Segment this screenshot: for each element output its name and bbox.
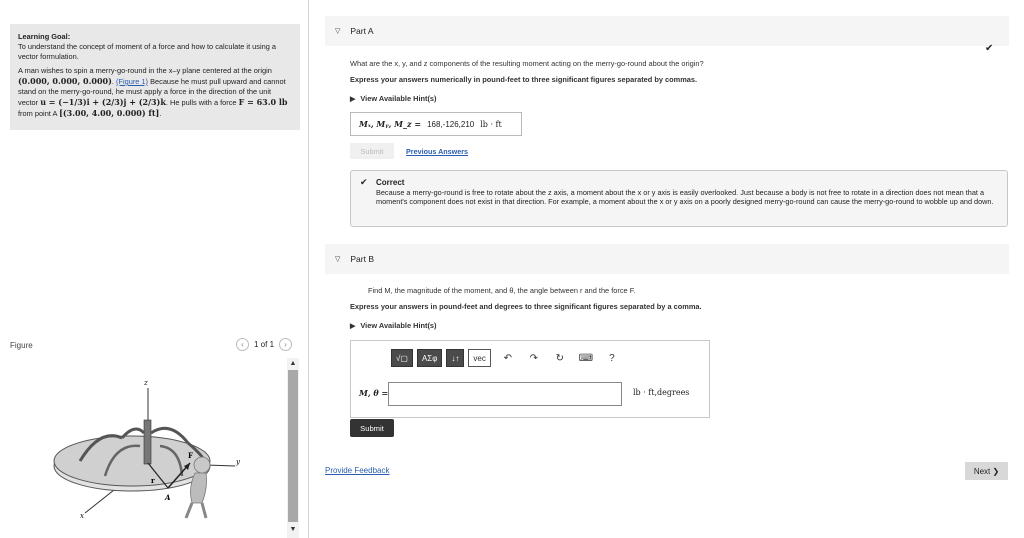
force-label: F <box>188 451 193 460</box>
part-a-question: What are the x, y, and z components of the resulting moment acting on the merry-go-round about the origin? <box>350 59 704 68</box>
correct-explanation: Because a merry-go-round is free to rotate about the z axis, a moment about the x or y axis is easily overlooked. Just because a body is not free to rotate in a direction does not mean that a moment's component does not exist in that direction. For example, a moment about the x or y axis on a poorly designed merry-go-round can cause the merry-go-round to wobble up and down. <box>376 187 994 206</box>
part-b-answer-label: M, θ = <box>359 388 389 398</box>
learning-goal-box <box>10 24 300 130</box>
part-a-answer-label: Mₓ, Mᵧ, M_z = <box>359 119 422 129</box>
provide-feedback-link[interactable]: Provide Feedback <box>325 466 390 475</box>
correct-title: Correct <box>376 178 405 187</box>
keyboard-icon[interactable]: ⌨ <box>578 352 594 364</box>
subscript-superscript-button[interactable]: ↓↑ <box>446 349 464 367</box>
part-a-hint-toggle[interactable]: ▶ View Available Hint(s) <box>350 94 437 103</box>
correct-feedback-box <box>350 170 1008 227</box>
collapse-triangle-icon: ▽ <box>335 256 341 263</box>
part-b-title: Part B <box>350 254 375 264</box>
r-label: r <box>151 476 155 485</box>
axis-z-label: z <box>144 379 148 387</box>
figure-link[interactable]: (Figure 1) <box>115 77 149 86</box>
vector-button[interactable]: vec <box>468 349 490 367</box>
scroll-thumb[interactable] <box>288 370 298 522</box>
equation-editor <box>350 340 710 418</box>
part-a-header[interactable] <box>325 16 1009 46</box>
part-a-answer-unit: lb · ft <box>480 119 502 129</box>
part-b-submit-button[interactable]: Submit <box>350 419 394 437</box>
part-b-question: Find M, the magnitude of the moment, and θ, the angle between r and the force F. <box>368 286 636 295</box>
figure-label: Figure <box>10 341 33 350</box>
next-figure-button[interactable]: › <box>279 338 292 351</box>
left-panel <box>0 0 309 538</box>
scroll-down-icon[interactable]: ▼ <box>289 526 297 533</box>
learning-goal-title: Learning Goal: <box>18 32 71 41</box>
figure-page-count: 1 of 1 <box>254 340 275 349</box>
unit-vector: u = (−1/3)i + (2/3)j + (2/3)k <box>40 97 166 107</box>
axis-x-label: x <box>80 512 84 520</box>
previous-answers-link[interactable]: Previous Answers <box>406 147 469 156</box>
part-a-answer-value: 168,-126,210 <box>427 119 475 129</box>
point-a-label: A <box>165 493 171 502</box>
expand-triangle-icon: ▶ <box>350 323 356 330</box>
part-b-answer-unit: lb · ft,degrees <box>633 388 690 397</box>
help-button[interactable]: ? <box>609 352 615 364</box>
figure-area <box>10 358 300 538</box>
equation-toolbar <box>391 349 621 367</box>
origin-coords: (0.000, 0.000, 0.000) <box>18 76 112 86</box>
reset-icon[interactable]: ↻ <box>555 352 565 364</box>
figure-scrollbar[interactable] <box>287 358 299 538</box>
axis-y-label: y <box>236 458 240 466</box>
part-a-answer-display <box>350 112 522 136</box>
figure-pager <box>236 338 292 351</box>
part-b-header[interactable] <box>325 244 1009 274</box>
expand-triangle-icon: ▶ <box>350 96 356 103</box>
part-a-title: Part A <box>350 26 374 36</box>
problem-statement: A man wishes to spin a merry-go-round in the x–y plane centered at the origin (0.000, 0.000, 0.000). (Figure 1) Because he must pull upward and cannot stand on the merry-go-round, he must apply a force in the direction of the unit vector u = (−1/3)i + (2/3)j + (2/3)k. He pulls with a force F = 63.0 lb from point A [(3.00, 4.00, 0.000) ft]. <box>18 66 288 118</box>
greek-symbols-button[interactable]: AΣφ <box>417 349 442 367</box>
scroll-up-icon[interactable]: ▲ <box>289 360 297 367</box>
part-b-answer-input[interactable] <box>388 382 622 406</box>
part-b-instruction: Express your answers in pound-feet and degrees to three significant figures separated by a comma. <box>350 302 702 311</box>
templates-sqrt-button[interactable]: √▢ <box>391 349 413 367</box>
correct-check-icon: ✔ <box>360 177 368 187</box>
part-b-hint-toggle[interactable]: ▶ View Available Hint(s) <box>350 321 437 330</box>
next-button[interactable]: Next ❯ <box>965 462 1008 480</box>
point-a-coords: [(3.00, 4.00, 0.000) ft] <box>59 108 160 118</box>
prev-figure-button[interactable]: ‹ <box>236 338 249 351</box>
undo-icon[interactable]: ↶ <box>503 352 513 364</box>
collapse-triangle-icon: ▽ <box>335 28 341 35</box>
force-value: F = 63.0 lb <box>238 97 288 107</box>
part-a-instruction: Express your answers numerically in pound-feet to three significant figures separated by commas. <box>350 75 698 84</box>
figure-header <box>10 338 300 354</box>
learning-goal-text: To understand the concept of moment of a force and how to calculate it using a vector formulation. <box>18 42 277 61</box>
part-a-submit-button[interactable]: Submit <box>350 143 394 159</box>
redo-icon[interactable]: ↷ <box>529 352 539 364</box>
merry-go-round-figure <box>10 358 280 538</box>
part-a-complete-check-icon: ✔ <box>985 43 994 54</box>
